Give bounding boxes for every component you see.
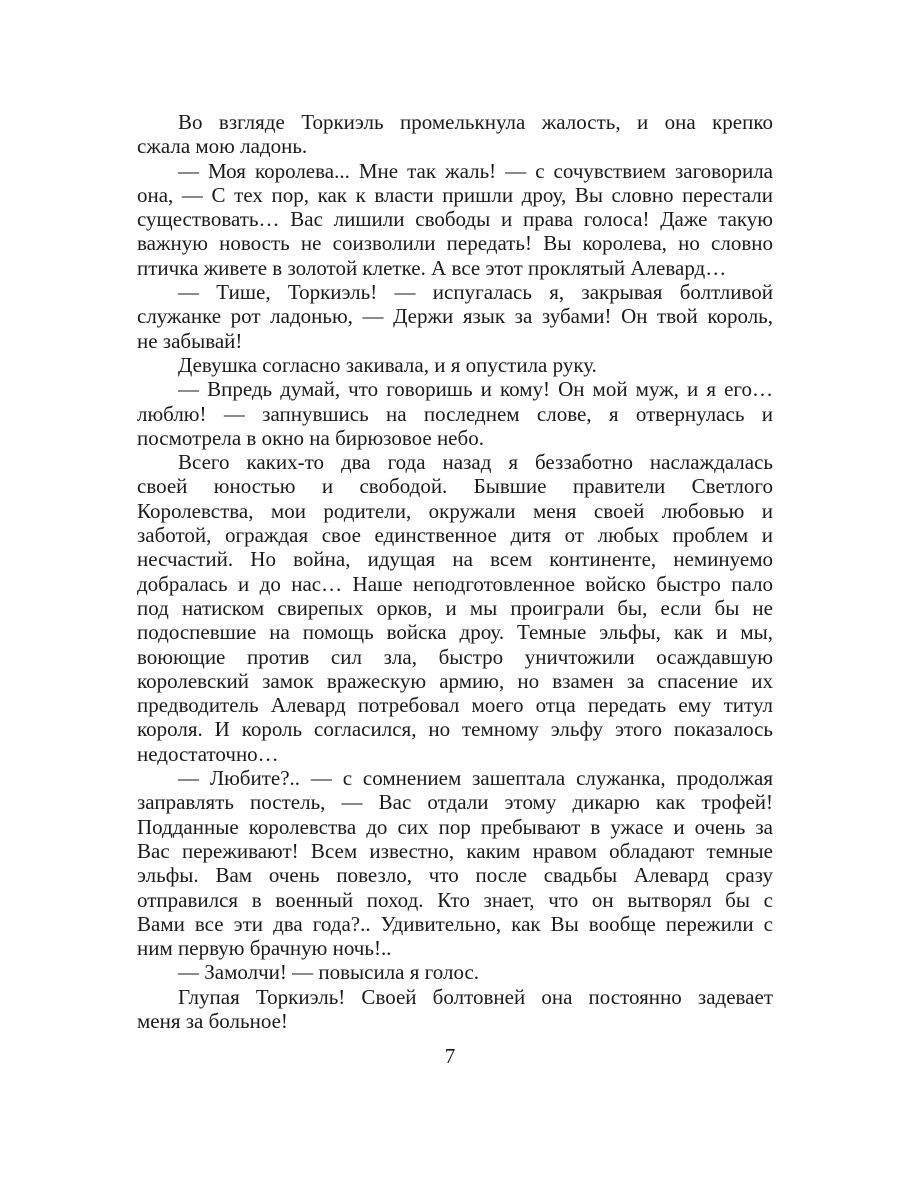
text-line: предводитель Алевард потребовал моего отца передать ему титул bbox=[137, 693, 773, 718]
text-line: несчастий. Но война, идущая на всем континенте, неминуемо bbox=[137, 547, 773, 572]
text-line: — Замолчи! — повысила я голос. bbox=[178, 960, 480, 985]
paragraph bbox=[137, 280, 773, 353]
text-line: заправлять постель, — Вас отдали этому дикарю как трофей! bbox=[137, 790, 773, 815]
text-line: Всего каких-то два года назад я беззаботно наслаждалась bbox=[178, 450, 773, 475]
text-line: подоспевшие на помощь войска дроу. Темные эльфы, как и мы, bbox=[137, 620, 773, 645]
text-line: Глупая Торкиэль! Своей болтовней она постоянно задевает bbox=[178, 984, 773, 1009]
page-body-text bbox=[137, 110, 773, 1033]
paragraph bbox=[137, 960, 773, 984]
paragraph bbox=[137, 985, 773, 1034]
text-line: птичка живете в золотой клетке. А все этот проклятый Алевард… bbox=[137, 255, 727, 280]
text-line: заботой, ограждая свое единственное дитя от любых проблем и bbox=[137, 523, 773, 548]
paragraph bbox=[137, 377, 773, 450]
text-line: Во взгляде Торкиэль промелькнула жалость, и она крепко bbox=[178, 110, 773, 134]
text-line: важную новость не соизволили передать! Вы королева, но словно bbox=[137, 231, 773, 256]
text-line: своей юностью и свободой. Бывшие правители Светлого bbox=[137, 474, 773, 499]
text-line: сжала мою ладонь. bbox=[137, 134, 308, 159]
page-number: 7 bbox=[444, 1044, 456, 1068]
text-line: недостаточно… bbox=[137, 741, 279, 766]
text-line: Вами все эти два года?.. Удивительно, как Вы вообще пережили с bbox=[137, 911, 773, 936]
paragraph bbox=[137, 110, 773, 159]
text-line: посмотрела в окно на бирюзовое небо. bbox=[137, 425, 484, 450]
paragraph bbox=[137, 353, 773, 377]
text-line: — Тише, Торкиэль! — испугалась я, закрывая болтливой bbox=[178, 280, 773, 305]
text-line: воюющие против сил зла, быстро уничтожили осаждавшую bbox=[137, 644, 773, 669]
text-line: служанке рот ладонью, — Держи язык за зубами! Он твой король, bbox=[137, 304, 773, 329]
text-line: под натиском свирепых орков, и мы проиграли бы, если бы не bbox=[137, 595, 773, 620]
text-line: не забывай! bbox=[137, 328, 243, 353]
text-line: ним первую брачную ночь!.. bbox=[137, 936, 392, 961]
paragraph bbox=[137, 766, 773, 960]
text-line: короля. И король согласился, но темному эльфу этого показалось bbox=[137, 717, 773, 742]
paragraph bbox=[137, 159, 773, 280]
text-line: — Любите?.. — с сомнением зашептала служанка, продолжая bbox=[178, 766, 773, 791]
text-line: отправился в военный поход. Кто знает, что он вытворял бы с bbox=[137, 887, 773, 912]
text-line: существовать… Вас лишили свободы и права голоса! Даже такую bbox=[137, 207, 773, 232]
text-line: Подданные королевства до сих пор пребывают в ужасе и очень за bbox=[137, 814, 773, 839]
text-line: эльфы. Вам очень повезло, что после свадьбы Алевард сразу bbox=[137, 863, 773, 888]
text-line: люблю! — запнувшись на последнем слове, я отвернулась и bbox=[137, 401, 773, 426]
paragraph bbox=[137, 450, 773, 766]
text-line: Королевства, мои родители, окружали меня своей любовью и bbox=[137, 498, 773, 523]
text-line: она, — С тех пор, как к власти пришли дроу, Вы словно перестали bbox=[137, 182, 773, 207]
text-line: Вас переживают! Всем известно, каким нравом обладают темные bbox=[137, 838, 773, 863]
text-line: — Впредь думай, что говоришь и кому! Он мой муж, и я его… bbox=[178, 377, 773, 402]
text-line: Девушка согласно закивала, и я опустила руку. bbox=[178, 352, 597, 377]
text-line: — Моя королева... Мне так жаль! — с сочувствием заговорила bbox=[178, 158, 773, 183]
text-line: меня за больное! bbox=[137, 1008, 288, 1033]
text-line: добралась и до нас… Наше неподготовленное войско быстро пало bbox=[137, 571, 773, 596]
text-line: королевский замок вражескую армию, но взамен за спасение их bbox=[137, 668, 773, 693]
